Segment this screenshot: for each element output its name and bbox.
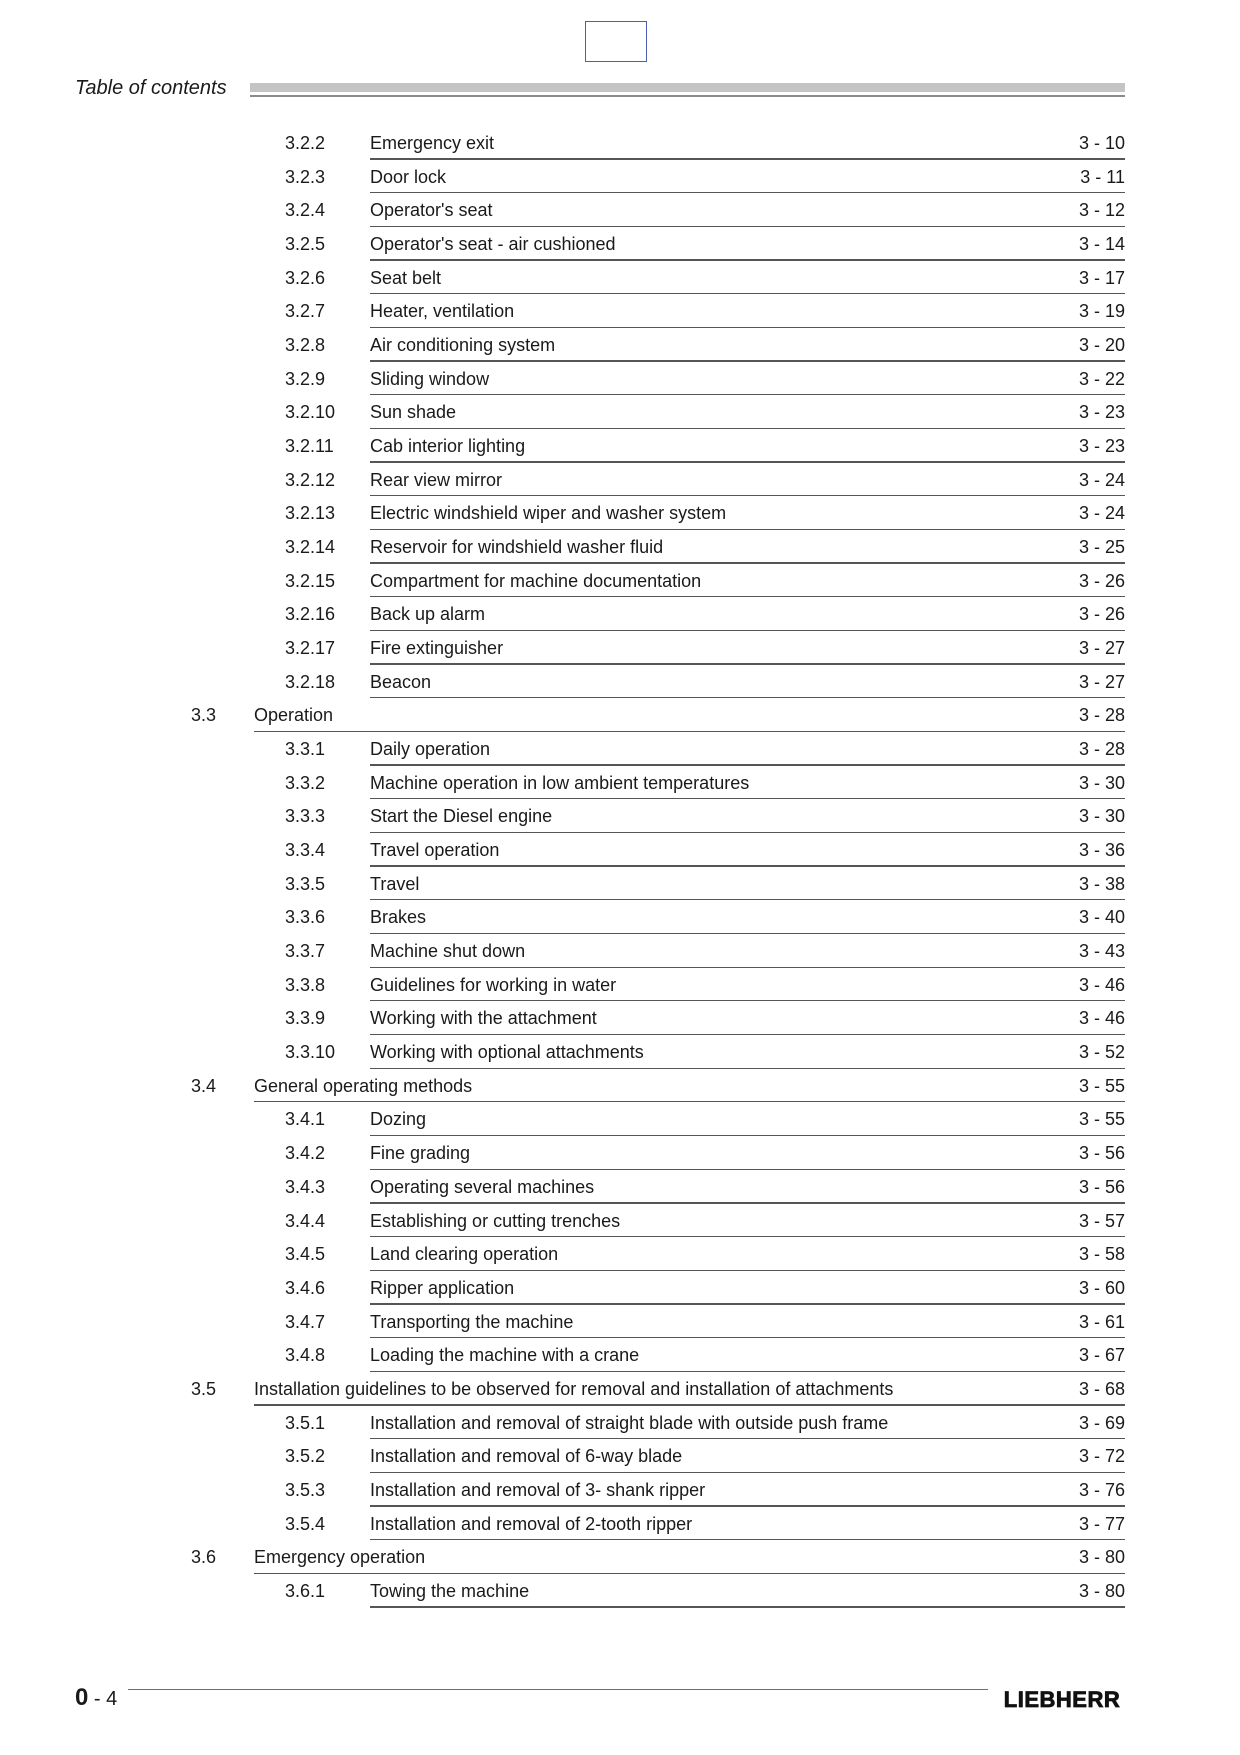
toc-entry-underline <box>370 1000 1125 1001</box>
toc-entry-title[interactable]: Compartment for machine documentation <box>370 570 702 591</box>
toc-entry-underline <box>370 596 1125 597</box>
toc-entry-number: 3.4.8 <box>285 1345 326 1366</box>
toc-entry-number: 3.5.2 <box>285 1446 326 1467</box>
toc-entry-title[interactable]: Travel <box>370 873 420 894</box>
toc-entry-title[interactable]: Door lock <box>370 166 447 187</box>
toc-entry-underline <box>370 192 1125 193</box>
toc-entry-page[interactable]: 3 - 17 <box>1078 267 1125 288</box>
toc-entry-number: 3.2.16 <box>285 604 336 625</box>
toc-entry-page[interactable]: 3 - 55 <box>1078 1075 1125 1096</box>
toc-entry-underline <box>370 1068 1125 1069</box>
toc-entry-page[interactable]: 3 - 26 <box>1078 570 1125 591</box>
toc-entry-underline <box>370 394 1125 395</box>
toc-entry[interactable] <box>0 396 1240 430</box>
toc-entry[interactable] <box>0 464 1240 498</box>
logo-text: LIEBHERR <box>1003 1687 1121 1712</box>
toc-entry-number: 3.4 <box>191 1075 217 1096</box>
annotation-box <box>585 21 647 62</box>
toc-entry-page[interactable]: 3 - 36 <box>1078 840 1125 861</box>
toc-entry[interactable] <box>0 1575 1240 1609</box>
toc-entry-number: 3.3.5 <box>285 873 326 894</box>
toc-entry[interactable] <box>0 127 1240 161</box>
toc-entry-title[interactable]: Seat belt <box>370 267 442 288</box>
toc-entry-underline <box>370 832 1125 833</box>
toc-entry[interactable] <box>0 194 1240 228</box>
toc-entry-title[interactable]: Installation guidelines to be observed for removal and installation of attachments <box>254 1378 894 1399</box>
toc-entry[interactable] <box>0 1205 1240 1239</box>
toc-entry-title[interactable]: Dozing <box>370 1109 427 1130</box>
toc-entry-number: 3.3.2 <box>285 772 326 793</box>
toc-entry-underline <box>254 1101 1125 1102</box>
toc-entry-page[interactable]: 3 - 28 <box>1078 739 1125 760</box>
toc-entry-title[interactable]: Start the Diesel engine <box>370 806 553 827</box>
toc-entry-title[interactable]: Working with optional attachments <box>370 1042 644 1063</box>
toc-entry-number: 3.5 <box>191 1378 217 1399</box>
toc-entry-page[interactable]: 3 - 22 <box>1078 368 1125 389</box>
toc-entry[interactable] <box>0 161 1240 195</box>
toc-entry-number: 3.3.8 <box>285 974 326 995</box>
toc-entry-title[interactable]: Cab interior lighting <box>370 436 526 457</box>
toc-entry-page[interactable]: 3 - 68 <box>1078 1378 1125 1399</box>
toc-entry-page[interactable]: 3 - 55 <box>1078 1109 1125 1130</box>
toc-entry-title[interactable]: Operation <box>254 705 334 726</box>
toc-entry-underline <box>370 1505 1125 1506</box>
toc-entry-number: 3.3.9 <box>285 1008 326 1029</box>
toc-entry-page[interactable]: 3 - 76 <box>1078 1479 1125 1500</box>
toc-entry-title[interactable]: Machine shut down <box>370 941 526 962</box>
toc-entry-underline <box>370 226 1125 227</box>
toc-entry-title[interactable]: Reservoir for windshield washer fluid <box>370 537 664 558</box>
toc-entry[interactable] <box>0 295 1240 329</box>
toc-entry-underline <box>370 1202 1125 1203</box>
toc-entry-title[interactable]: Emergency operation <box>254 1547 426 1568</box>
toc-entry-title[interactable]: Daily operation <box>370 739 491 760</box>
header-bar <box>250 83 1125 92</box>
toc-entry-page[interactable]: 3 - 23 <box>1078 436 1125 457</box>
toc-entry-underline <box>370 1337 1125 1338</box>
toc-entry[interactable] <box>0 1440 1240 1474</box>
toc-entry-number: 3.3.7 <box>285 941 326 962</box>
toc-entry[interactable] <box>0 598 1240 632</box>
toc-entry-page[interactable]: 3 - 38 <box>1078 873 1125 894</box>
toc-entry-title[interactable]: Installation and removal of 3- shank ripper <box>370 1479 706 1500</box>
toc-entry-number: 3.2.7 <box>285 301 326 322</box>
toc-entry-underline <box>370 562 1125 563</box>
toc-entry-underline <box>370 1472 1125 1473</box>
toc-entry[interactable] <box>0 363 1240 397</box>
toc-entry-page[interactable]: 3 - 24 <box>1078 503 1125 524</box>
toc-entry-underline <box>370 259 1125 260</box>
toc-entry-number: 3.2.13 <box>285 503 336 524</box>
toc-entry[interactable] <box>0 969 1240 1003</box>
toc-entry-title[interactable]: Back up alarm <box>370 604 486 625</box>
toc-entry-underline <box>370 1034 1125 1035</box>
toc-entry[interactable] <box>0 1407 1240 1441</box>
toc-entry-underline <box>370 899 1125 900</box>
toc-entry-title[interactable]: Emergency exit <box>370 133 495 153</box>
toc-entry-page[interactable]: 3 - 57 <box>1078 1210 1125 1231</box>
toc-entry-underline <box>370 1236 1125 1237</box>
toc-entry-page[interactable]: 3 - 26 <box>1078 604 1125 625</box>
toc-entry-page[interactable]: 3 - 11 <box>1080 166 1125 187</box>
toc-entry-number: 3.3 <box>191 705 217 726</box>
toc-entry-number: 3.4.3 <box>285 1176 326 1197</box>
toc-entry-page[interactable]: 3 - 72 <box>1078 1446 1125 1467</box>
toc-entry-underline <box>370 1303 1125 1304</box>
toc-entry-title[interactable]: Operator's seat <box>370 200 493 221</box>
toc-entry-title[interactable]: Towing the machine <box>370 1580 530 1601</box>
toc-entry-page[interactable]: 3 - 30 <box>1078 772 1125 793</box>
toc-entry-underline <box>370 158 1125 159</box>
liebherr-logo <box>998 1686 1126 1712</box>
toc-entry[interactable] <box>0 800 1240 834</box>
toc-entry[interactable] <box>0 1373 1240 1407</box>
toc-entry[interactable] <box>0 1541 1240 1575</box>
toc-entry-number: 3.5.1 <box>285 1412 326 1433</box>
toc-entry-title[interactable]: Land clearing operation <box>370 1244 559 1265</box>
toc-entry-title[interactable]: Beacon <box>370 671 432 692</box>
toc-entry-number: 3.5.3 <box>285 1479 326 1500</box>
toc-entry[interactable] <box>0 565 1240 599</box>
toc-entry[interactable] <box>0 1238 1240 1272</box>
toc-entry-page[interactable]: 3 - 23 <box>1078 402 1125 423</box>
toc-entry-title[interactable]: Working with the attachment <box>370 1008 597 1029</box>
toc-entry-page[interactable]: 3 - 27 <box>1078 671 1125 692</box>
toc-entry-page[interactable]: 3 - 20 <box>1078 335 1125 356</box>
toc-entry-page[interactable]: 3 - 58 <box>1078 1244 1125 1265</box>
toc-entry-underline <box>370 360 1125 361</box>
toc-entry-underline <box>370 495 1125 496</box>
toc-entry-page[interactable]: 3 - 14 <box>1078 234 1125 255</box>
toc-entry-number: 3.4.1 <box>285 1109 326 1130</box>
toc-entry-underline <box>370 1606 1125 1607</box>
toc-entry-title[interactable]: Electric windshield wiper and washer system <box>370 503 727 524</box>
toc-entry[interactable] <box>0 497 1240 531</box>
toc-entry[interactable] <box>0 1137 1240 1171</box>
toc-entry-number: 3.3.6 <box>285 907 326 928</box>
toc-entry-underline <box>370 697 1125 698</box>
toc-entry-underline <box>370 1539 1125 1540</box>
toc-entry-number: 3.3.1 <box>285 739 326 760</box>
toc-entry-underline <box>370 1438 1125 1439</box>
toc-entry[interactable] <box>0 531 1240 565</box>
page-chapter: 0 <box>75 1684 89 1711</box>
toc-entry-title[interactable]: Transporting the machine <box>370 1311 574 1332</box>
toc-entry-title[interactable]: Rear view mirror <box>370 469 503 490</box>
toc-entry-number: 3.3.3 <box>285 806 326 827</box>
toc-entry-page[interactable]: 3 - 80 <box>1078 1580 1125 1601</box>
toc-entry-number: 3.2.9 <box>285 368 326 389</box>
toc-entry-title[interactable]: Heater, ventilation <box>370 301 515 322</box>
toc-entry-title[interactable]: Sliding window <box>370 368 490 389</box>
toc-entry-underline <box>370 967 1125 968</box>
toc-entry-underline <box>370 461 1125 462</box>
toc-entry-number: 3.2.8 <box>285 335 326 356</box>
toc-entry-number: 3.2.5 <box>285 234 326 255</box>
toc-entry-page[interactable]: 3 - 56 <box>1078 1143 1125 1164</box>
toc-entry-number: 3.3.4 <box>285 840 326 861</box>
toc-entry-title[interactable]: Installation and removal of 2-tooth ripper <box>370 1513 693 1534</box>
toc-entry[interactable] <box>0 666 1240 700</box>
toc-entry-page[interactable]: 3 - 77 <box>1078 1513 1125 1534</box>
toc-entry-page[interactable]: 3 - 27 <box>1078 638 1125 659</box>
toc-entry-title[interactable]: Brakes <box>370 907 427 928</box>
toc-entry-number: 3.2.15 <box>285 570 336 591</box>
toc-entry[interactable] <box>0 1474 1240 1508</box>
toc-entry-title[interactable]: Travel operation <box>370 840 500 861</box>
toc-entry-title[interactable]: Installation and removal of 6-way blade <box>370 1446 683 1467</box>
toc-entry-number: 3.4.2 <box>285 1143 326 1164</box>
toc-entry-number: 3.6.1 <box>285 1580 326 1601</box>
toc-entry-page[interactable]: 3 - 28 <box>1078 705 1125 726</box>
toc-entry-underline <box>370 630 1125 631</box>
toc-entry-title[interactable]: Fine grading <box>370 1143 471 1164</box>
toc-entry-underline <box>370 933 1125 934</box>
toc-entry-number: 3.2.4 <box>285 200 326 221</box>
page-number <box>75 1684 117 1712</box>
toc-entry[interactable] <box>0 1070 1240 1104</box>
toc-entry-page[interactable]: 3 - 80 <box>1078 1547 1125 1568</box>
toc-entry-page[interactable]: 3 - 69 <box>1078 1412 1125 1433</box>
toc-entry-page[interactable]: 3 - 52 <box>1078 1042 1125 1063</box>
toc-entry-underline <box>370 1135 1125 1136</box>
toc-entry-number: 3.2.12 <box>285 469 336 490</box>
toc-entry[interactable] <box>0 1306 1240 1340</box>
toc-entry-underline <box>370 428 1125 429</box>
toc-entry-underline <box>370 798 1125 799</box>
toc-entry-number: 3.2.18 <box>285 671 336 692</box>
toc-entry-title[interactable]: Establishing or cutting trenches <box>370 1210 621 1231</box>
toc-entry-number: 3.4.5 <box>285 1244 326 1265</box>
toc-entry[interactable] <box>0 1272 1240 1306</box>
toc-entry-number: 3.2.10 <box>285 402 336 423</box>
toc-entry-number: 3.4.6 <box>285 1277 326 1298</box>
toc-entry-page[interactable]: 3 - 30 <box>1078 806 1125 827</box>
toc-entry-underline <box>370 764 1125 765</box>
toc-entry[interactable] <box>0 1339 1240 1373</box>
toc-entry-underline <box>370 293 1125 294</box>
toc-entry[interactable] <box>0 935 1240 969</box>
toc-entry[interactable] <box>0 868 1240 902</box>
toc-entry-underline <box>370 529 1125 530</box>
header-divider <box>250 95 1125 97</box>
toc-entry-number: 3.6 <box>191 1547 217 1568</box>
toc-entry[interactable] <box>0 430 1240 464</box>
toc-entry-number: 3.3.10 <box>285 1042 336 1063</box>
toc-entry-page[interactable]: 3 - 56 <box>1078 1176 1125 1197</box>
toc-entry-title[interactable]: Operating several machines <box>370 1176 595 1197</box>
toc-entry-page[interactable]: 3 - 46 <box>1078 1008 1125 1029</box>
toc-entry-number: 3.4.4 <box>285 1210 326 1231</box>
toc-entry[interactable] <box>0 901 1240 935</box>
toc-entry-page[interactable]: 3 - 24 <box>1078 469 1125 490</box>
toc-entry[interactable] <box>0 1103 1240 1137</box>
toc-entry-underline <box>370 1371 1125 1372</box>
toc-entry-page[interactable]: 3 - 43 <box>1078 941 1125 962</box>
toc-entry-page[interactable]: 3 - 67 <box>1078 1345 1125 1366</box>
toc-entry[interactable] <box>0 767 1240 801</box>
toc-entry-underline <box>370 1270 1125 1271</box>
toc-entry[interactable] <box>0 329 1240 363</box>
toc-entry-underline <box>370 865 1125 866</box>
toc-entry-page[interactable]: 3 - 25 <box>1078 537 1125 558</box>
toc-entry-number: 3.2.14 <box>285 537 336 558</box>
toc-entry[interactable] <box>0 228 1240 262</box>
toc-entry-title[interactable]: Machine operation in low ambient temperatures <box>370 772 750 793</box>
toc-entry[interactable] <box>0 1002 1240 1036</box>
toc-entry-number: 3.2.6 <box>285 267 326 288</box>
footer-divider <box>128 1689 988 1690</box>
toc-entry-title[interactable]: Ripper application <box>370 1277 515 1298</box>
toc-entry-page[interactable]: 3 - 12 <box>1078 200 1125 221</box>
toc-entry-underline <box>254 1573 1125 1574</box>
toc-entry-number: 3.2.2 <box>285 133 326 153</box>
toc-entry-underline <box>254 1404 1125 1405</box>
page-header-title: Table of contents <box>75 77 227 99</box>
toc-entry-number: 3.4.7 <box>285 1311 326 1332</box>
toc-entry-number: 3.2.17 <box>285 638 336 659</box>
toc-entry-number: 3.2.3 <box>285 166 326 187</box>
toc-entry-underline <box>370 663 1125 664</box>
toc-entry-page[interactable]: 3 - 61 <box>1078 1311 1125 1332</box>
toc-entry[interactable] <box>0 699 1240 733</box>
toc-entry[interactable] <box>0 1036 1240 1070</box>
toc-entry-page[interactable]: 3 - 46 <box>1078 974 1125 995</box>
toc-entry-title[interactable]: Fire extinguisher <box>370 638 504 659</box>
toc-entry-number: 3.5.4 <box>285 1513 326 1534</box>
toc-entry-page[interactable]: 3 - 19 <box>1078 301 1125 322</box>
toc-entry-underline <box>370 1169 1125 1170</box>
toc-entry-underline <box>370 327 1125 328</box>
toc-entry-title[interactable]: General operating methods <box>254 1075 473 1096</box>
toc-entry-title[interactable]: Operator's seat - air cushioned <box>370 234 616 255</box>
toc-entry-page[interactable]: 3 - 60 <box>1078 1277 1125 1298</box>
toc-entry-number: 3.2.11 <box>285 436 334 457</box>
toc-entry-title[interactable]: Guidelines for working in water <box>370 974 617 995</box>
toc-entry[interactable] <box>0 632 1240 666</box>
toc-entry[interactable] <box>0 1508 1240 1542</box>
page-suffix: - 4 <box>88 1688 118 1710</box>
toc-entry[interactable] <box>0 1171 1240 1205</box>
toc-entry-title[interactable]: Air conditioning system <box>370 335 556 356</box>
toc-entry-underline <box>254 731 1125 732</box>
table-of-contents <box>0 127 1240 1609</box>
toc-entry-page[interactable]: 3 - 40 <box>1078 907 1125 928</box>
toc-entry-title[interactable]: Sun shade <box>370 402 457 423</box>
toc-entry-title[interactable]: Installation and removal of straight blade with outside push frame <box>370 1412 889 1433</box>
toc-entry-title[interactable]: Loading the machine with a crane <box>370 1345 640 1366</box>
toc-entry[interactable] <box>0 733 1240 767</box>
toc-entry-page[interactable]: 3 - 10 <box>1078 133 1125 153</box>
toc-entry[interactable] <box>0 834 1240 868</box>
toc-entry[interactable] <box>0 262 1240 296</box>
